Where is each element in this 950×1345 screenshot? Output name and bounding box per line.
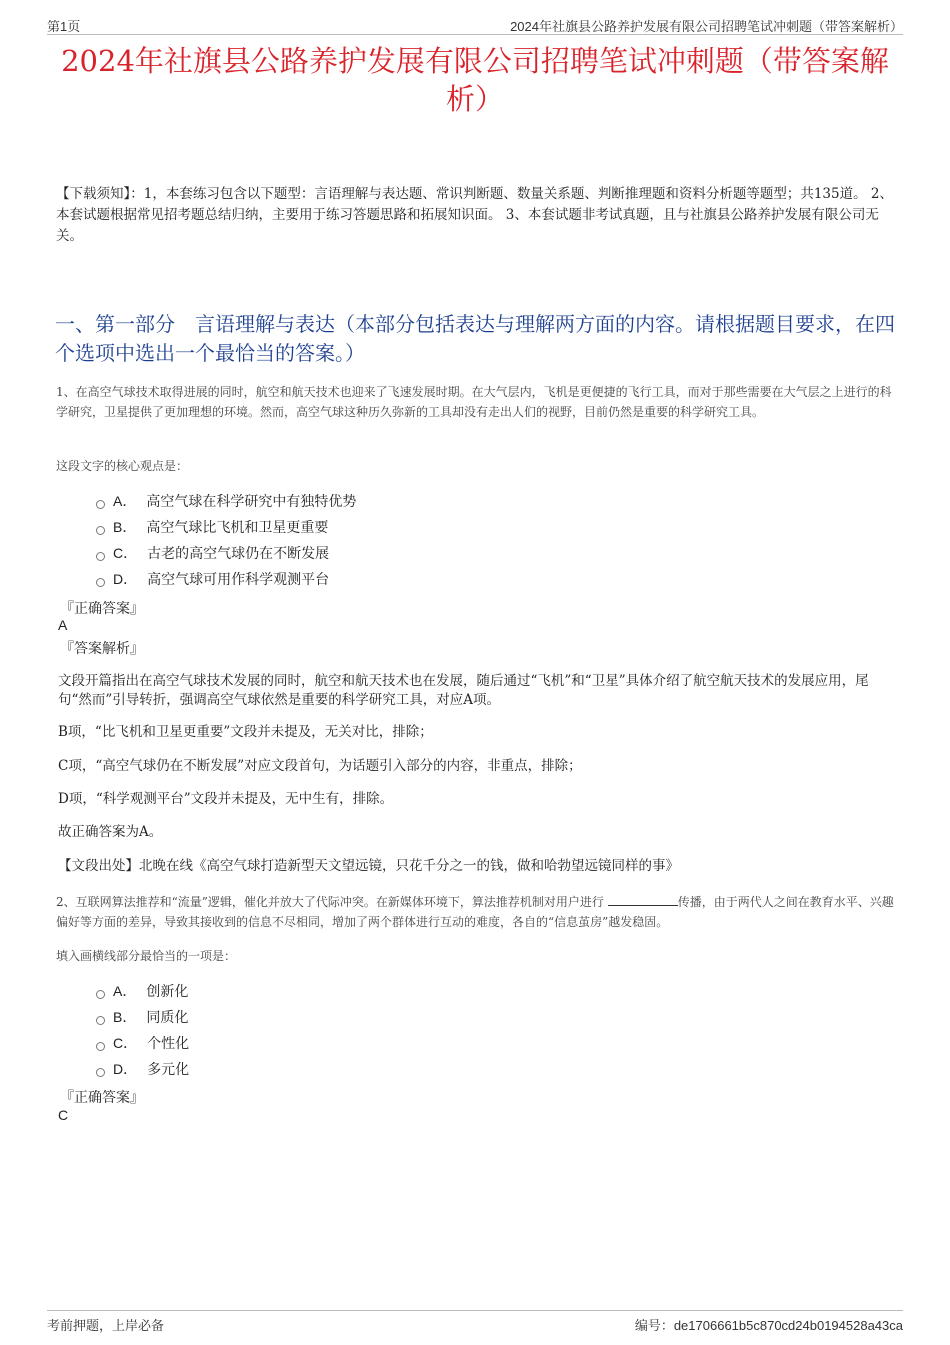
analysis-paragraph: 文段开篇指出在高空气球技术发展的同时，航空和航天技术也在发展，随后通过“飞机”和“卫星”具体介绍了航空航天技术的发展应用，尾句“然而”引导转折，强调高空气球依然是重要的科学研究工具，对应A项。 (58, 673, 869, 708)
page-footer (47, 1310, 903, 1335)
question-1-prompt: 这段文字的核心观点是： (56, 459, 189, 473)
question-1-options (96, 488, 356, 592)
document-title: 2024年社旗县公路养护发展有限公司招聘笔试冲刺题（带答案解析） (61, 44, 889, 116)
fill-blank (608, 893, 678, 906)
question-2-options (96, 978, 189, 1082)
radio-icon[interactable] (96, 1042, 105, 1051)
question-2-prompt: 填入画横线部分最恰当的一项是： (56, 949, 237, 963)
section-title: 一、第一部分 言语理解与表达（本部分包括表达与理解两方面的内容。请根据题目要求，在四个选项中选出一个最恰当的答案。） (55, 312, 895, 365)
footer-slogan: 考前押题，上岸必备 (47, 1318, 165, 1333)
question-1-option-b[interactable]: B． 高空气球比飞机和卫星更重要 (96, 514, 356, 540)
question-1-analysis-label: 『答案解析』 (60, 641, 144, 657)
radio-icon[interactable] (96, 578, 105, 587)
radio-icon[interactable] (96, 526, 105, 535)
question-1-option-d[interactable]: D． 高空气球可用作科学观测平台 (96, 566, 356, 592)
page-header (47, 14, 903, 35)
radio-icon[interactable] (96, 552, 105, 561)
radio-icon[interactable] (96, 990, 105, 999)
question-2-stem: 2、互联网算法推荐和“流量”逻辑，催化并放大了代际冲突。在新媒体环境下，算法推荐机制对用户进行 传播，由于两代人之间在教育水平、兴趣偏好等方面的差异，导致其接收到的信息不尽相同，增加了两个群体进行互动的难度，各自的“信息茧房”越发稳固。 (56, 895, 894, 929)
download-notice: 【下载须知】：1，本套练习包含以下题型：言语理解与表达题、常识判断题、数量关系题、判断推理题和资料分析题等题型；共135道。 2、本套试题根据常见招考题总结归纳，主要用于练习答题思路和拓展知识面。 3、本套试题非考试真题，且与社旗县公路养护发展有限公司无关。 (56, 186, 893, 244)
question-1-stem: 1、在高空气球技术取得进展的同时，航空和航天技术也迎来了飞速发展时期。在大气层内，飞机是更便捷的飞行工具，而对于那些需要在大气层之上进行的科学研究，卫星提供了更加理想的环境。然而，高空气球这种历久弥新的工具却没有走出人们的视野，目前仍然是重要的科学研究工具。 (56, 385, 892, 419)
question-2-option-a[interactable]: A． 创新化 (96, 978, 189, 1004)
analysis-paragraph: 故正确答案为A。 (58, 824, 163, 840)
question-2-answer: C (58, 1107, 69, 1123)
page-number: 第1页 (47, 19, 81, 34)
analysis-source: 【文段出处】北晚在线《高空气球打造新型天文望远镜，只花千分之一的钱，做和哈勃望远镜同样的事》 (58, 858, 679, 874)
question-1-answer: A (58, 617, 68, 633)
question-1-option-c[interactable]: C． 古老的高空气球仍在不断发展 (96, 540, 356, 566)
radio-icon[interactable] (96, 1016, 105, 1025)
radio-icon[interactable] (96, 500, 105, 509)
analysis-paragraph: C项，“高空气球仍在不断发展”对应文段首句，为话题引入部分的内容，非重点，排除； (58, 758, 582, 774)
question-2-option-c[interactable]: C． 个性化 (96, 1030, 189, 1056)
question-2-answer-label: 『正确答案』 (60, 1090, 144, 1106)
question-2-option-b[interactable]: B． 同质化 (96, 1004, 189, 1030)
analysis-paragraph: D项，“科学观测平台”文段并未提及，无中生有，排除。 (58, 791, 394, 807)
question-1-answer-label: 『正确答案』 (60, 601, 144, 617)
question-2-option-d[interactable]: D． 多元化 (96, 1056, 189, 1082)
question-1-option-a[interactable]: A． 高空气球在科学研究中有独特优势 (96, 488, 356, 514)
analysis-paragraph: B项，“比飞机和卫星更重要”文段并未提及，无关对比，排除； (58, 724, 433, 740)
header-doc-title: 2024年社旗县公路养护发展有限公司招聘笔试冲刺题（带答案解析） (510, 19, 903, 34)
radio-icon[interactable] (96, 1068, 105, 1077)
footer-code: 编号：de1706661b5c870cd24b0194528a43ca (634, 1318, 903, 1333)
